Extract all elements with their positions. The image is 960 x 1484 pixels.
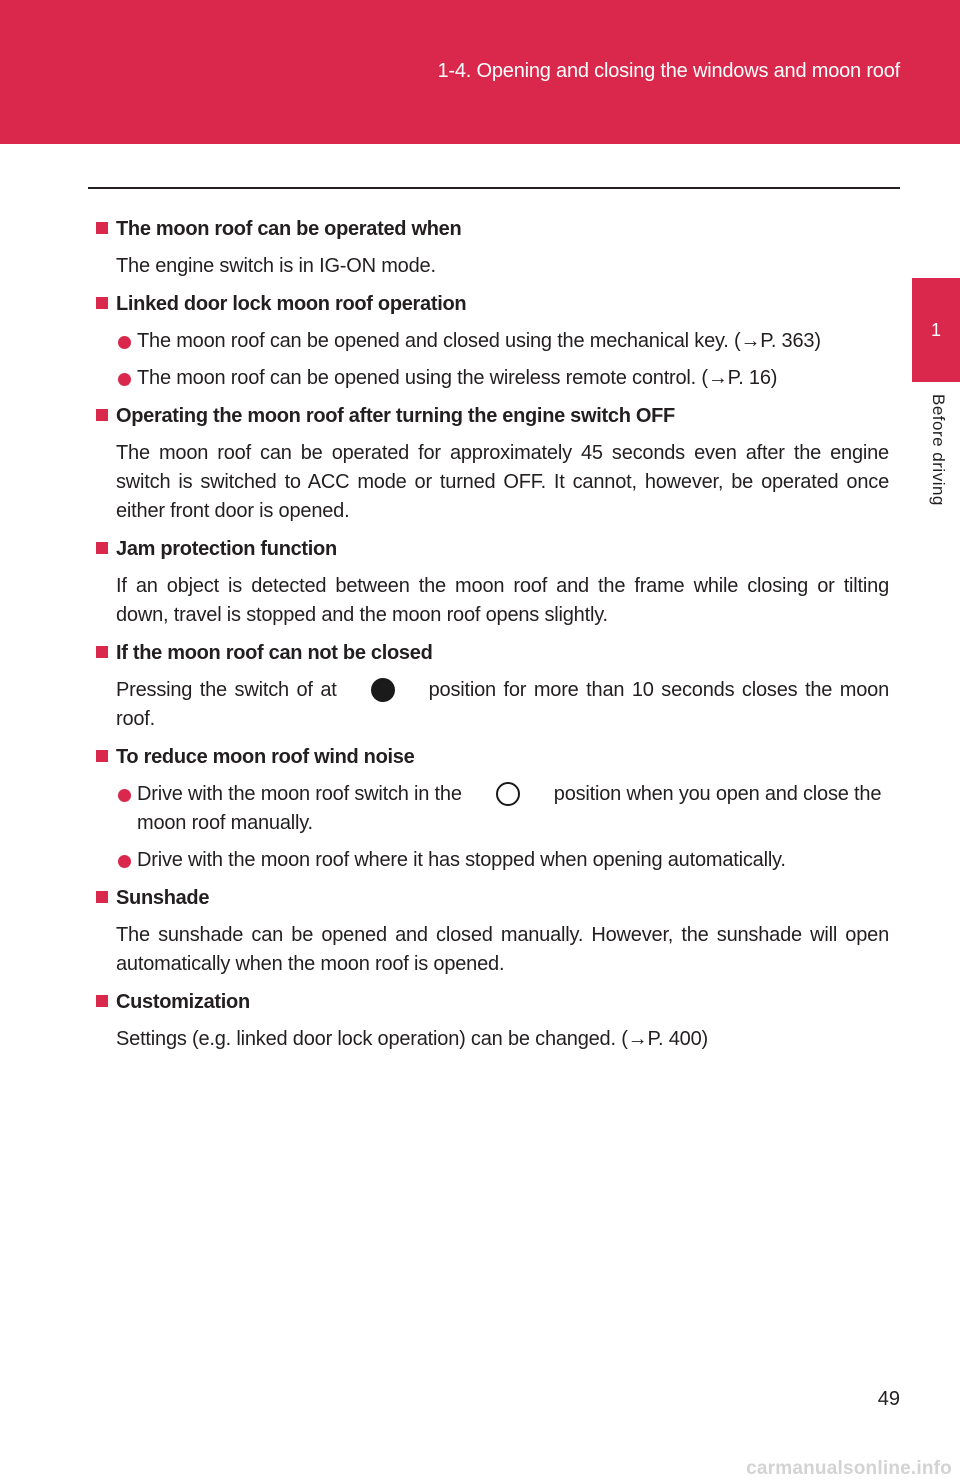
section-title: Operating the moon roof after turning the engine switch OFF (96, 401, 889, 431)
round-bullet-icon (118, 789, 131, 802)
round-bullet-icon (118, 373, 131, 386)
section-operated-when (96, 214, 889, 281)
square-bullet-icon (96, 222, 108, 234)
square-bullet-icon (96, 995, 108, 1007)
chapter-label: Before driving (929, 394, 948, 506)
square-bullet-icon (96, 542, 108, 554)
round-bullet-icon (118, 855, 131, 868)
square-bullet-icon (96, 891, 108, 903)
section-sunshade (96, 883, 889, 979)
chapter-tab (912, 278, 960, 382)
section-title: Jam protection function (96, 534, 889, 564)
chapter-title: 1-4. Opening and closing the windows and moon roof (437, 60, 900, 82)
page-number: 49 (877, 1388, 900, 1410)
section-title: If the moon roof can not be closed (96, 638, 889, 668)
square-bullet-icon (96, 297, 108, 309)
header-rule (88, 187, 900, 189)
section-text: Settings (e.g. linked door lock operation) can be changed. (→P. 400) (116, 1028, 708, 1050)
bullet-item: The moon roof can be opened and closed using the mechanical key. (→P. 363) (116, 327, 889, 356)
round-bullet-icon (118, 336, 131, 349)
bullet-item: Drive with the moon roof where it has stopped when opening automatically. (116, 846, 889, 875)
section-cannot-close (96, 638, 889, 734)
bullet-item: Drive with the moon roof switch in the position when you open and close the moon roof manually. (116, 780, 889, 838)
section-linked-door-lock (96, 289, 889, 393)
page-content (96, 214, 889, 1062)
section-text: If an object is detected between the moon roof and the frame while closing or tilting down, travel is stopped and the moon roof opens slightly. (116, 575, 889, 626)
section-title: Customization (96, 987, 889, 1017)
square-bullet-icon (96, 409, 108, 421)
outline-circle-icon (496, 782, 520, 806)
section-customization (96, 987, 889, 1054)
section-text: The moon roof can be operated for approximately 45 seconds even after the engine switch is switched to ACC mode or turned OFF. It cannot, however, be operated once either front door is opened. (116, 442, 889, 522)
section-title: The moon roof can be operated when (96, 214, 889, 244)
page-header (0, 0, 960, 144)
section-text: The engine switch is in IG-ON mode. (116, 255, 436, 277)
square-bullet-icon (96, 750, 108, 762)
watermark: carmanualsonline.info (746, 1458, 952, 1479)
section-jam-protection (96, 534, 889, 630)
bullet-item: The moon roof can be opened using the wireless remote control. (→P. 16) (116, 364, 889, 393)
section-text: The sunshade can be opened and closed manually. However, the sunshade will open automatically when the moon roof is opened. (116, 924, 889, 975)
filled-circle-icon (371, 678, 395, 702)
chapter-number: 1 (930, 319, 941, 340)
section-after-engine-off (96, 401, 889, 526)
section-wind-noise (96, 742, 889, 875)
section-title: To reduce moon roof wind noise (96, 742, 889, 772)
section-title: Linked door lock moon roof operation (96, 289, 889, 319)
square-bullet-icon (96, 646, 108, 658)
section-title: Sunshade (96, 883, 889, 913)
section-text: Pressing the switch of at position for more than 10 seconds closes the moon roof. (116, 679, 889, 730)
